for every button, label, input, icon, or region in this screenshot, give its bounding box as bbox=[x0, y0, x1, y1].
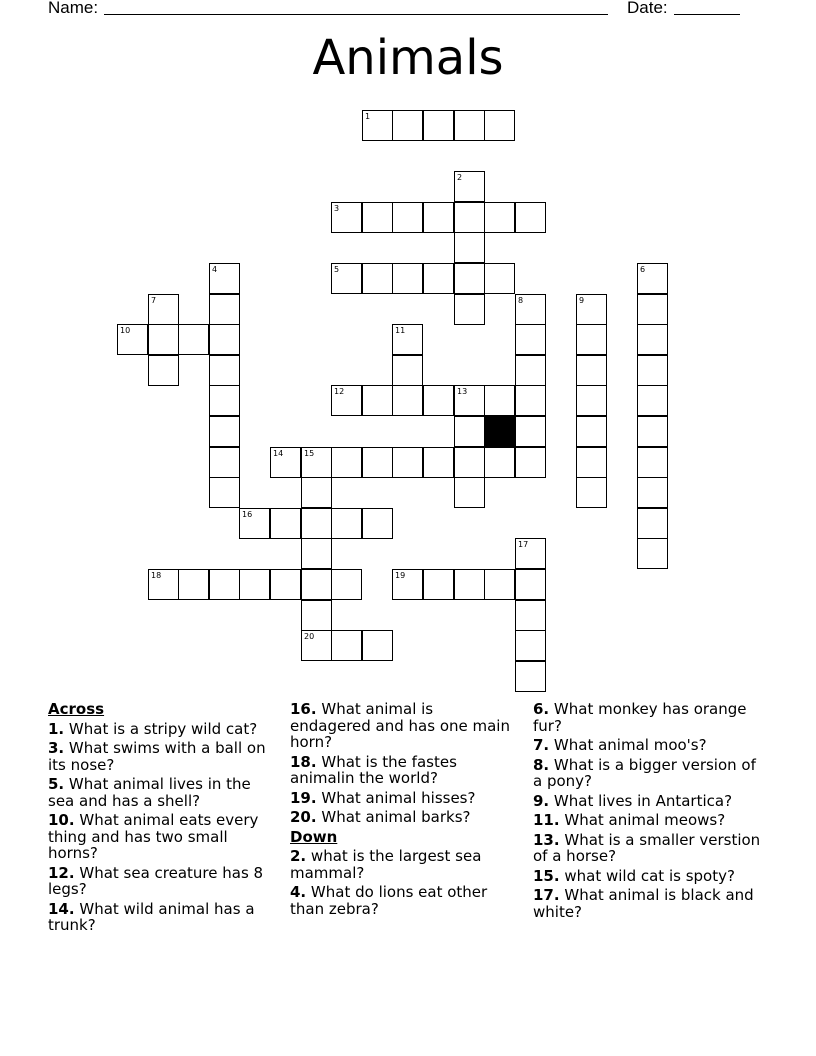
grid-cell[interactable] bbox=[637, 508, 668, 539]
grid-cell[interactable] bbox=[576, 477, 607, 508]
grid-cell[interactable] bbox=[423, 385, 454, 416]
grid-cell[interactable] bbox=[515, 202, 546, 233]
grid-cell[interactable] bbox=[331, 202, 362, 233]
grid-cell[interactable] bbox=[515, 538, 546, 569]
grid-cell-black bbox=[484, 416, 515, 447]
grid-cell[interactable] bbox=[454, 110, 485, 141]
grid-cell[interactable] bbox=[515, 324, 546, 355]
cell-number: 7 bbox=[151, 296, 157, 305]
grid-cell[interactable] bbox=[392, 385, 423, 416]
grid-cell[interactable] bbox=[209, 263, 240, 294]
grid-cell[interactable] bbox=[423, 447, 454, 478]
grid-cell[interactable] bbox=[209, 355, 240, 386]
grid-cell[interactable] bbox=[423, 263, 454, 294]
grid-cell[interactable] bbox=[637, 263, 668, 294]
grid-cell[interactable] bbox=[454, 263, 485, 294]
grid-cell[interactable] bbox=[270, 508, 301, 539]
cell-number: 13 bbox=[457, 387, 468, 396]
grid-cell[interactable] bbox=[117, 324, 148, 355]
clue-across-10: 10. What animal eats every thing and has two small horns? bbox=[48, 811, 259, 862]
grid-cell[interactable] bbox=[362, 508, 393, 539]
grid-cell[interactable] bbox=[301, 538, 332, 569]
grid-cell[interactable] bbox=[637, 416, 668, 447]
cell-number: 11 bbox=[395, 326, 406, 335]
grid-cell[interactable] bbox=[423, 202, 454, 233]
page-title: Animals bbox=[312, 30, 504, 86]
grid-cell[interactable] bbox=[301, 477, 332, 508]
cell-number: 8 bbox=[518, 296, 524, 305]
grid-cell[interactable] bbox=[209, 294, 240, 325]
grid-cell[interactable] bbox=[454, 171, 485, 202]
cell-number: 17 bbox=[518, 540, 529, 549]
grid-cell[interactable] bbox=[637, 538, 668, 569]
grid-cell[interactable] bbox=[515, 385, 546, 416]
grid-cell[interactable] bbox=[454, 569, 485, 600]
grid-cell[interactable] bbox=[484, 110, 515, 141]
grid-cell[interactable] bbox=[484, 385, 515, 416]
clue-down-11: 11. What animal meows? bbox=[533, 811, 726, 829]
grid-cell[interactable] bbox=[637, 294, 668, 325]
grid-cell[interactable] bbox=[454, 385, 485, 416]
clue-down-6: 6. What monkey has orange fur? bbox=[533, 700, 747, 735]
clues-column-2 bbox=[290, 701, 515, 920]
grid-cell[interactable] bbox=[515, 416, 546, 447]
grid-cell[interactable] bbox=[270, 569, 301, 600]
grid-cell[interactable] bbox=[392, 263, 423, 294]
clue-across-18: 18. What is the fastes animalin the world? bbox=[290, 752, 457, 787]
grid-cell[interactable] bbox=[209, 324, 240, 355]
cell-number: 12 bbox=[334, 387, 345, 396]
grid-cell[interactable] bbox=[301, 600, 332, 631]
clue-across-1: 1. What is a stripy wild cat? bbox=[48, 719, 258, 738]
grid-cell[interactable] bbox=[576, 385, 607, 416]
cell-number: 10 bbox=[120, 326, 131, 335]
grid-cell[interactable] bbox=[484, 263, 515, 294]
grid-cell[interactable] bbox=[209, 569, 240, 600]
grid-cell[interactable] bbox=[423, 110, 454, 141]
grid-cell[interactable] bbox=[637, 477, 668, 508]
clue-across-12: 12. What sea creature has 8 legs? bbox=[48, 863, 264, 898]
clue-across-5: 5. What animal lives in the sea and has a shell? bbox=[48, 775, 251, 810]
grid-cell[interactable] bbox=[576, 324, 607, 355]
grid-cell[interactable] bbox=[515, 355, 546, 386]
grid-cell[interactable] bbox=[331, 447, 362, 478]
grid-cell[interactable] bbox=[148, 569, 179, 600]
grid-cell[interactable] bbox=[576, 416, 607, 447]
grid-cell[interactable] bbox=[454, 202, 485, 233]
grid-cell[interactable] bbox=[331, 630, 362, 661]
clue-down-8: 8. What is a bigger version of a pony? bbox=[533, 755, 756, 790]
cell-number: 1 bbox=[365, 112, 371, 121]
cell-number: 20 bbox=[304, 632, 315, 641]
cell-number: 15 bbox=[304, 449, 315, 458]
grid-cell[interactable] bbox=[392, 569, 423, 600]
clue-down-17: 17. What animal is black and white? bbox=[533, 886, 754, 921]
grid-cell[interactable] bbox=[331, 508, 362, 539]
grid-cell[interactable] bbox=[576, 294, 607, 325]
grid-cell[interactable] bbox=[239, 508, 270, 539]
cell-number: 3 bbox=[334, 204, 340, 213]
grid-cell[interactable] bbox=[178, 324, 209, 355]
grid-cell[interactable] bbox=[484, 447, 515, 478]
grid-cell[interactable] bbox=[209, 416, 240, 447]
down-heading: Down bbox=[290, 827, 338, 846]
grid-cell[interactable] bbox=[515, 630, 546, 661]
grid-cell[interactable] bbox=[392, 447, 423, 478]
clues-column-1 bbox=[48, 701, 273, 937]
grid-cell[interactable] bbox=[392, 110, 423, 141]
grid-cell[interactable] bbox=[484, 569, 515, 600]
clue-across-20: 20. What animal barks? bbox=[290, 808, 471, 826]
cell-number: 6 bbox=[640, 265, 646, 274]
cell-number: 18 bbox=[151, 571, 162, 580]
clue-down-2: 2. what is the largest sea mammal? bbox=[290, 847, 482, 882]
grid-cell[interactable] bbox=[484, 202, 515, 233]
clues-column-3 bbox=[533, 701, 763, 923]
grid-cell[interactable] bbox=[239, 569, 270, 600]
grid-cell[interactable] bbox=[392, 324, 423, 355]
cell-number: 14 bbox=[273, 449, 284, 458]
grid-cell[interactable] bbox=[362, 630, 393, 661]
grid-cell[interactable] bbox=[362, 202, 393, 233]
grid-cell[interactable] bbox=[209, 385, 240, 416]
grid-cell[interactable] bbox=[301, 569, 332, 600]
clue-down-13: 13. What is a smaller verstion of a horse? bbox=[533, 830, 761, 865]
grid-cell[interactable] bbox=[178, 569, 209, 600]
cell-number: 9 bbox=[579, 296, 585, 305]
across-heading: Across bbox=[48, 700, 105, 718]
clue-down-9: 9. What lives in Antartica? bbox=[533, 791, 733, 810]
grid-cell[interactable] bbox=[148, 355, 179, 386]
grid-cell[interactable] bbox=[454, 232, 485, 263]
grid-cell[interactable] bbox=[392, 355, 423, 386]
cell-number: 4 bbox=[212, 265, 218, 274]
grid-cell[interactable] bbox=[515, 600, 546, 631]
clue-across-16: 16. What animal is endagered and has one main horn? bbox=[290, 700, 510, 751]
grid-cell[interactable] bbox=[515, 294, 546, 325]
cell-number: 19 bbox=[395, 571, 406, 580]
grid-cell[interactable] bbox=[209, 477, 240, 508]
grid-cell[interactable] bbox=[515, 569, 546, 600]
clue-down-4: 4. What do lions eat other than zebra? bbox=[290, 883, 488, 918]
clue-down-7: 7. What animal moo's? bbox=[533, 736, 707, 754]
grid-cell[interactable] bbox=[362, 447, 393, 478]
grid-cell[interactable] bbox=[515, 661, 546, 692]
grid-cell[interactable] bbox=[392, 202, 423, 233]
grid-cell[interactable] bbox=[331, 385, 362, 416]
grid-cell[interactable] bbox=[148, 324, 179, 355]
clue-across-19: 19. What animal hisses? bbox=[290, 788, 476, 807]
grid-cell[interactable] bbox=[270, 447, 301, 478]
cell-number: 2 bbox=[457, 173, 463, 182]
grid-cell[interactable] bbox=[637, 385, 668, 416]
grid-cell[interactable] bbox=[454, 294, 485, 325]
clue-across-14: 14. What wild animal has a trunk? bbox=[48, 899, 255, 934]
grid-cell[interactable] bbox=[362, 263, 393, 294]
grid-cell[interactable] bbox=[454, 477, 485, 508]
grid-cell[interactable] bbox=[362, 385, 393, 416]
cell-number: 5 bbox=[334, 265, 340, 274]
date-label: Date: bbox=[627, 0, 668, 17]
cell-number: 16 bbox=[242, 510, 253, 519]
grid-cell[interactable] bbox=[331, 263, 362, 294]
grid-cell[interactable] bbox=[576, 355, 607, 386]
grid-cell[interactable] bbox=[423, 569, 454, 600]
grid-cell[interactable] bbox=[515, 447, 546, 478]
grid-cell[interactable] bbox=[637, 447, 668, 478]
grid-cell[interactable] bbox=[331, 569, 362, 600]
grid-cell[interactable] bbox=[362, 110, 393, 141]
grid-cell[interactable] bbox=[637, 324, 668, 355]
grid-cell[interactable] bbox=[576, 447, 607, 478]
grid-cell[interactable] bbox=[209, 447, 240, 478]
grid-cell[interactable] bbox=[301, 508, 332, 539]
grid-cell[interactable] bbox=[301, 630, 332, 661]
grid-cell[interactable] bbox=[637, 355, 668, 386]
name-label: Name: bbox=[48, 0, 99, 17]
clue-across-3: 3. What swims with a ball on its nose? bbox=[48, 739, 266, 774]
clue-down-15: 15. what wild cat is spoty? bbox=[533, 866, 735, 885]
grid-cell[interactable] bbox=[148, 294, 179, 325]
grid-cell[interactable] bbox=[454, 447, 485, 478]
grid-cell[interactable] bbox=[454, 416, 485, 447]
grid-cell[interactable] bbox=[301, 447, 332, 478]
